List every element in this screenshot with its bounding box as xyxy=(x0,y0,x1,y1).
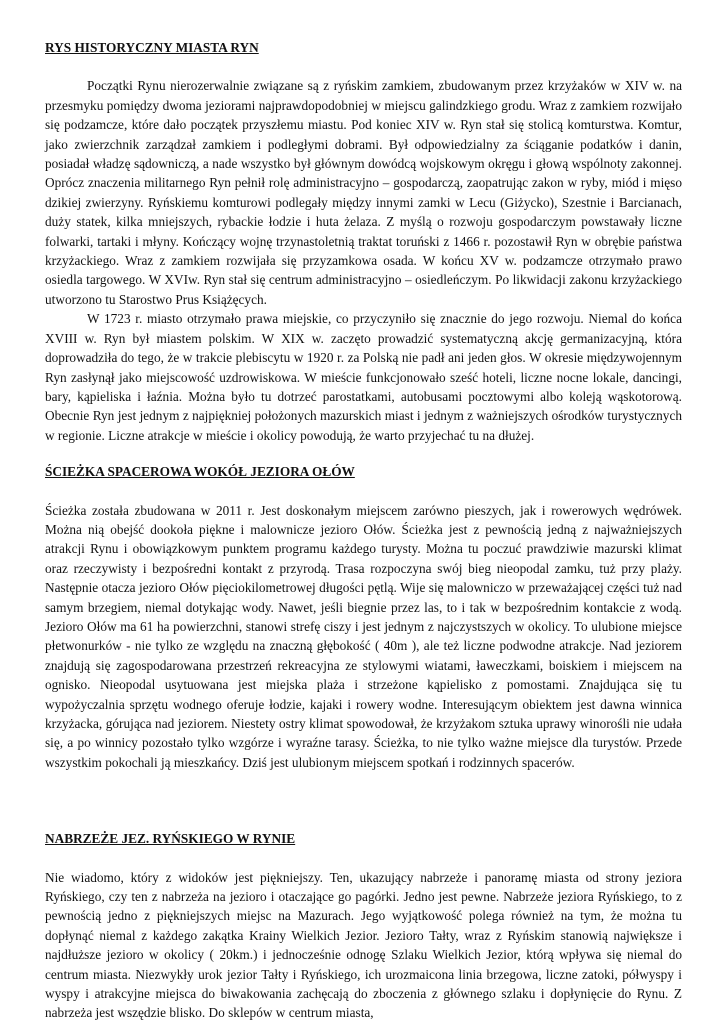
document-page xyxy=(45,38,682,1023)
section-heading-history: RYS HISTORYCZNY MIASTA RYN xyxy=(45,40,259,55)
history-paragraph-1: Początki Rynu nierozerwalnie związane są z ryńskim zamkiem, zbudowanym przez krzyżaków w XIV w. na przesmyku pomiędzy dwoma jeziorami najprawdopodobniej w miejscu galindzkiego grodu. Wraz z zamkiem rozwijało się podzamcze, które dało początek przyszłemu miastu. Pod koniec XIV w. Ryn stał się stolicą komturstwa. Komtur, jako zwierzchnik zarządzał zamkiem i podległymi dobrami. Był odpowiedzialny za ściąganie podatków i danin, posiadał władzę sądowniczą, a nade wszystko był głównym dowódcą wojskowym okręgu i głową wspólnoty zakonnej. Oprócz znaczenia militarnego Ryn pełnił rolę administracyjno – gospodarczą, zaopatrując zakon w ryby, miód i mięso dzikiej zwierzyny. Ryńskiemu komturowi podlegały między innymi zamki w Lecu (Giżycko), Szestnie i Barcianach, duży statek, kilka mniejszych, rybackie łodzie i huta żelaza. Z myślą o rozwoju gospodarczym powstawały liczne folwarki, tartaki i młyny. Kończący wojnę trzynastoletnią traktat toruński z 1466 r. pozostawił Ryn w obrębie państwa krzyżackiego. Wraz z zamkiem rozwijała się przyzamkowa osada. W końcu XV w. podzamcze otrzymało prawo osiedla targowego. W XVIw. Ryn stał się centrum administracyjno – osiedleńczym. Po likwidacji zakonu krzyżackiego utworzono tu Starostwo Prus Książęcych. xyxy=(45,78,682,307)
section-heading-walking-path: ŚCIEŻKA SPACEROWA WOKÓŁ JEZIORA OŁÓW xyxy=(45,464,355,480)
waterfront-paragraph: Nie wiadomo, który z widoków jest piękniejszy. Ten, ukazujący nabrzeże i panoramę miasta od strony jeziora Ryńskiego, czy ten z nabrzeża na jezioro i otaczające go pagórki. Jedno jest pewne. Nabrzeże jeziora Ryńskiego, to z pewnością jedno z piękniejszych miejsc na Mazurach. Jego wyjątkowość polega również na tym, że można tu dopłynąć niemal z każdego zakątka Krainy Wielkich Jezior. Jezioro Tałty, wraz z Ryńskim stanowią największe i najdłuższe jezioro w okolicy ( 20km.) i jednocześnie odnogę Szlaku Wielkich Jezior, którą wpływa się niemal do centrum miasta. Niezwykły urok jezior Tałty i Ryńskiego, ich urozmaicona linia brzegowa, liczne zatoki, półwyspy i wyspy i atrakcyjne miejsca do biwakowania zachęcają do zboczenia z głównego szlaku i dopłynięcie do Rynu. Z nabrzeża jest wszędzie blisko. Do sklepów w centrum miasta, xyxy=(45,869,682,1021)
section-heading-waterfront: NABRZEŻE JEZ. RYŃSKIEGO W RYNIE xyxy=(45,831,296,847)
history-paragraph-2: W 1723 r. miasto otrzymało prawa miejskie, co przyczyniło się znacznie do jego rozwoju. Niemal do końca XVIII w. Ryn był miastem polskim. W XIX w. zaczęto prowadzić systematyczną akcję germanizacyjną, która doprowadziła do tego, że w trakcie plebiscytu w 1920 r. za Polską nie padł ani jeden głos. W okresie międzywojennym Ryn zasłynął jako miejscowość uzdrowiskowa. W mieście funkcjonowało sześć hoteli, liczne nocne lokale, dancingi, bary, kąpieliska i łaźnia. Można było tu dotrzeć parostatkami, autobusami pocztowymi albo koleją wąskotorową. Obecnie Ryn jest jednym z najpiękniej położonych mazurskich miast i jednym z ważniejszych ośrodków turystycznych w regionie. Liczne atrakcje w mieście i okolicy powodują, że warto przyjechać tu na dłużej. xyxy=(45,311,682,443)
walking-path-paragraph: Ścieżka została zbudowana w 2011 r. Jest doskonałym miejscem zarówno pieszych, jak i rowerowych wędrówek. Można nią obejść dookoła piękne i malownicze jezioro Ołów. Ścieżka jest z pewnością jedną z najważniejszych atrakcji Rynu i obowiązkowym punktem programu każdego turysty. Można tu poczuć prawdziwie mazurski klimat oraz rzeczywisty i bezpośredni kontakt z przyrodą. Trasa rozpoczyna swój bieg nieopodal zamku, tuż przy plaży. Następnie otacza jezioro Ołów pięciokilometrowej długości pętlą. Wije się malowniczo w przeważającej części tuż nad samym brzegiem, niemal dotykając wody. Nawet, jeśli biegnie przez las, to i tak w bezpośrednim kontakcie z wodą. Jezioro Ołów ma 61 ha powierzchni, stanowi strefę ciszy i jest jednym z najczystszych w okolicy. To ulubione miejsce płetwonurków - nie tylko ze względu na znaczną głębokość ( 40m ), ale też liczne podwodne atrakcje. Nad jeziorem znajdują się zagospodarowana przestrzeń rekreacyjna ze stylowymi wiatami, ławeczkami, boiskiem i miejscem na ognisko. Nieopodal usytuowana jest miejska plaża i strzeżone kąpielisko z pomostami. Znajdująca się tu wypożyczalnia sprzętu wodnego oferuje łodzie, kajaki i rowery wodne. Interesującym obiektem jest dawna winnica krzyżacka, górująca nad jeziorem. Niestety ostry klimat spowodował, że krzyżakom sztuka uprawy winorośli nie udała się, a po winnicy pozostało tylko wzgórze i wyraźne tarasy. Ścieżka, to nie tylko ważne miejsce dla turystów. Przede wszystkim pokochali ją mieszkańcy. Dziś jest ulubionym miejscem spotkań i rodzinnych spacerów. xyxy=(45,502,682,770)
